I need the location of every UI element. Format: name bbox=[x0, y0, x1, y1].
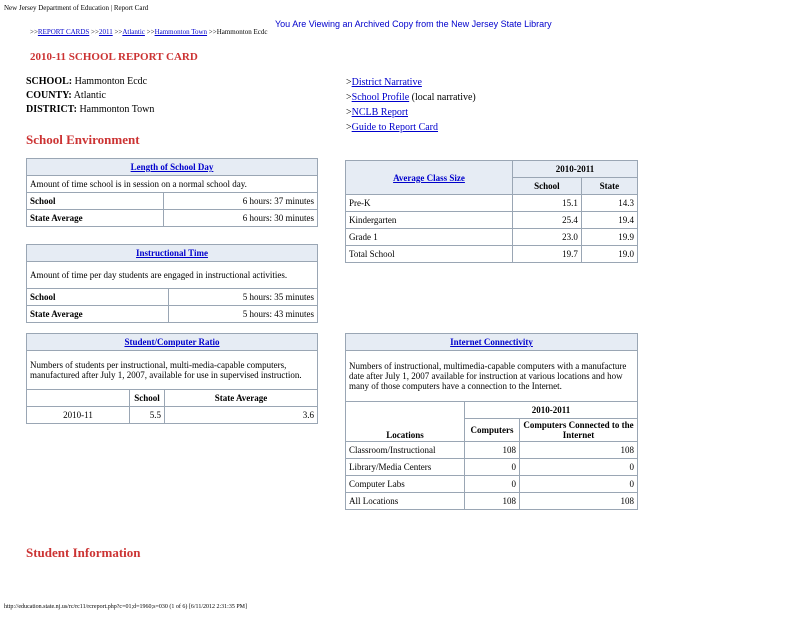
table-row: Pre-K 15.1 14.3 bbox=[346, 195, 638, 212]
table-row: All Locations 108 108 bbox=[346, 493, 638, 510]
table-row: School 5 hours: 35 minutes bbox=[27, 289, 318, 306]
section-school-environment: School Environment bbox=[26, 132, 140, 147]
page-title: 2010-11 SCHOOL REPORT CARD bbox=[30, 51, 198, 63]
internet-connectivity-table: Internet Connectivity Numbers of instructional, multimedia-capable computers with a manufacture date after July 1, 2007 available for instruction at various locations and how many of those computers have a connection to the Internet. Locations 2010-2011 Computers Computers Connected to the Internet Classroom/Instructional 108 108 Library/Media Centers 0 0 Computer Labs 0 0 All Locations 108 108 bbox=[345, 333, 638, 510]
breadcrumb: >>REPORT CARDS >>2011 >>Atlantic >>Hammonton Town >>Hammonton Ecdc bbox=[30, 28, 268, 36]
breadcrumb-current: Hammonton Ecdc bbox=[216, 28, 268, 36]
county-name: Atlantic bbox=[73, 90, 106, 101]
computer-ratio-table: Student/Computer Ratio Numbers of students per instructional, multi-media-capable computers, manufactured after July 1, 2007, available for use in supervised instruction. School State Average 2010-11 5.5 3.6 bbox=[26, 333, 318, 424]
table-row: Computer Labs 0 0 bbox=[346, 476, 638, 493]
district-narrative-link[interactable]: District Narrative bbox=[351, 77, 422, 88]
district-name: Hammonton Town bbox=[79, 104, 155, 115]
table-row: 2010-11 5.5 3.6 bbox=[27, 407, 318, 424]
table-row: State Average 6 hours: 30 minutes bbox=[27, 210, 318, 227]
internet-connectivity-link[interactable]: Internet Connectivity bbox=[450, 337, 533, 347]
instructional-time-table: Instructional Time Amount of time per day students are engaged in instructional activities. School 5 hours: 35 minutes State Average 5 hours: 43 minutes bbox=[26, 244, 318, 323]
table-row: School 6 hours: 37 minutes bbox=[27, 193, 318, 210]
school-name: Hammonton Ecdc bbox=[74, 76, 148, 87]
table-row: Kindergarten 25.4 19.4 bbox=[346, 212, 638, 229]
instructional-time-link[interactable]: Instructional Time bbox=[136, 248, 208, 258]
guide-link[interactable]: Guide to Report Card bbox=[351, 122, 439, 133]
class-size-link[interactable]: Average Class Size bbox=[393, 172, 465, 183]
length-of-day-link[interactable]: Length of School Day bbox=[130, 162, 214, 172]
section-student-information: Student Information bbox=[26, 545, 141, 560]
table-row: Grade 1 23.0 19.9 bbox=[346, 229, 638, 246]
class-size-table: Average Class Size 2010-2011 School State Pre-K 15.1 14.3 Kindergarten 25.4 19.4 Grade 1 23.0 19.9 Total School 19.7 19.0 bbox=[345, 160, 638, 263]
breadcrumb-report-cards[interactable]: REPORT CARDS bbox=[37, 28, 90, 36]
page-footer-url: http://education.state.nj.us/rc/rc11/rcreport.php?c=01;d=1960;s=030 (1 of 6) [6/11/2012 2:31:35 PM] bbox=[4, 604, 247, 610]
table-row: State Average 5 hours: 43 minutes bbox=[27, 306, 318, 323]
table-row: Library/Media Centers 0 0 bbox=[346, 459, 638, 476]
breadcrumb-county[interactable]: Atlantic bbox=[122, 28, 145, 36]
table-row: Classroom/Instructional 108 108 bbox=[346, 442, 638, 459]
school-info: SCHOOL: Hammonton Ecdc COUNTY: Atlantic DISTRICT: Hammonton Town bbox=[26, 76, 155, 115]
table-row: Total School 19.7 19.0 bbox=[346, 246, 638, 263]
nclb-report-link[interactable]: NCLB Report bbox=[351, 107, 409, 118]
school-profile-link[interactable]: School Profile bbox=[351, 92, 410, 103]
archived-notice: You Are Viewing an Archived Copy from the New Jersey State Library bbox=[275, 19, 552, 29]
report-links: >District Narrative >School Profile (local narrative) >NCLB Report >Guide to Report Card bbox=[346, 77, 476, 133]
breadcrumb-district[interactable]: Hammonton Town bbox=[154, 28, 208, 36]
length-of-day-table: Length of School Day Amount of time school is in session on a normal school day. School 6 hours: 37 minutes State Average 6 hours: 30 minutes bbox=[26, 158, 318, 227]
computer-ratio-link[interactable]: Student/Computer Ratio bbox=[124, 337, 220, 347]
breadcrumb-year[interactable]: 2011 bbox=[98, 28, 113, 36]
site-header: New Jersey Department of Education | Report Card bbox=[4, 4, 149, 12]
